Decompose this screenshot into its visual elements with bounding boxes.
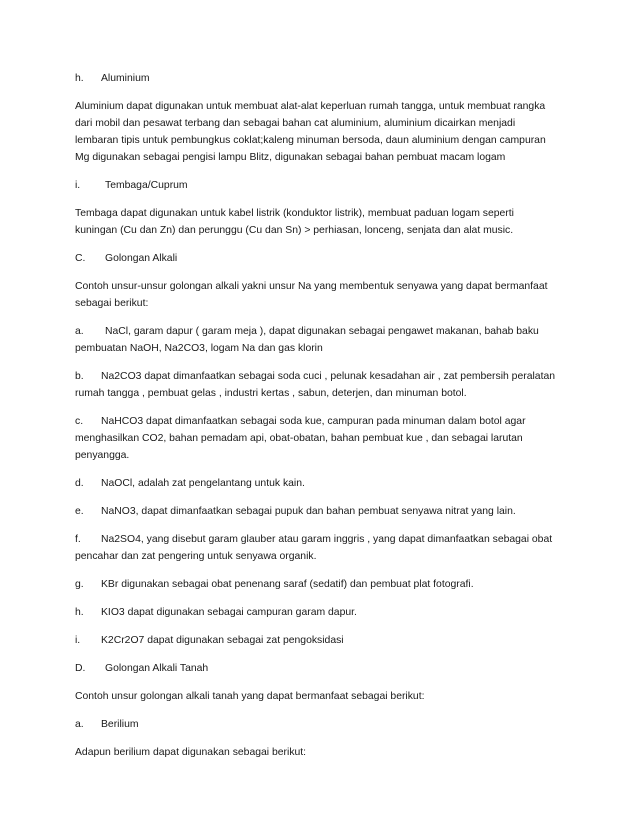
list-item [75, 323, 568, 357]
text-line: NaNO3, dapat dimanfaatkan sebagai pupuk dan bahan pembuat senyawa nitrat yang lain. [101, 506, 516, 517]
text-line: KBr digunakan sebagai obat penenang saraf (sedatif) dan pembuat plat fotografi. [101, 579, 474, 590]
list-marker: i. [75, 635, 81, 646]
list-item [75, 576, 568, 593]
text-line: KIO3 dapat digunakan sebagai campuran garam dapur. [101, 607, 357, 618]
text-line: Contoh unsur golongan alkali tanah yang dapat bermanfaat sebagai berikut: [75, 691, 425, 702]
list-item [75, 632, 568, 649]
text-line: dari mobil dan pesawat terbang dan sebagai bahan cat aluminium, aluminium dicairkan menjadi [75, 118, 516, 129]
list-marker: e. [75, 506, 84, 517]
text-line: K2Cr2O7 dapat digunakan sebagai zat pengoksidasi [101, 635, 344, 646]
section-marker: D. [75, 663, 86, 674]
list-marker: a. [75, 326, 84, 337]
section-heading-tembaga [75, 177, 568, 194]
section-title: Golongan Alkali Tanah [105, 663, 209, 674]
text-line: penyangga. [75, 450, 130, 461]
list-marker: f. [75, 534, 81, 545]
text-line: pembuatan NaOH, Na2CO3, logam Na dan gas klorin [75, 343, 323, 354]
text-line: Na2SO4, yang disebut garam glauber atau garam inggris , yang dapat dimanfaatkan sebagai obat [101, 534, 553, 545]
list-marker: c. [75, 416, 84, 427]
text-line: Na2CO3 dapat dimanfaatkan sebagai soda cuci , pelunak kesadahan air , zat pembersih peralatan [101, 371, 556, 382]
list-marker: h. [75, 607, 84, 618]
text-line: sebagai berikut: [75, 298, 149, 309]
section-heading-alkali [75, 250, 568, 267]
subsection-heading-berilium [75, 716, 568, 733]
paragraph-tembaga [75, 205, 568, 239]
list-item [75, 368, 568, 402]
list-item [75, 413, 568, 464]
text-line: menghasilkan CO2, bahan pemadam api, obat-obatan, bahan pembuat kue , dan sebagai larutan [75, 433, 523, 444]
list-marker: b. [75, 371, 84, 382]
paragraph-alkali-tanah-intro [75, 688, 568, 705]
text-line: Adapun berilium dapat digunakan sebagai berikut: [75, 747, 307, 758]
paragraph-alkali-intro [75, 278, 568, 312]
text-line: Contoh unsur-unsur golongan alkali yakni unsur Na yang membentuk senyawa yang dapat bermanfaat [75, 281, 548, 292]
paragraph-berilium-intro [75, 744, 568, 761]
section-title: Golongan Alkali [105, 253, 178, 264]
section-marker: C. [75, 253, 86, 264]
list-marker: d. [75, 478, 84, 489]
text-line: lembaran tipis untuk pembungkus coklat;kaleng minuman bersoda, daun aluminium dengan campuran [75, 135, 546, 146]
text-line: rumah tangga , pembuat gelas , industri kertas , sabun, deterjen, dan minuman botol. [75, 388, 467, 399]
section-title: Aluminium [101, 73, 150, 84]
list-item [75, 475, 568, 492]
section-marker: h. [75, 73, 84, 84]
text-line: Mg digunakan sebagai pengisi lampu Blitz, digunakan sebagai bahan pembuat macam logam [75, 152, 506, 163]
list-marker: g. [75, 579, 84, 590]
list-item [75, 503, 568, 520]
text-line: Aluminium dapat digunakan untuk membuat alat-alat keperluan rumah tangga, untuk membuat rangka [75, 101, 546, 112]
section-heading-aluminium [75, 70, 568, 87]
section-title: Tembaga/Cuprum [105, 180, 188, 191]
text-line: NaHCO3 dapat dimanfaatkan sebagai soda kue, campuran pada minuman dalam botol agar [101, 416, 526, 427]
text-line: NaOCl, adalah zat pengelantang untuk kain. [101, 478, 305, 489]
list-item [75, 604, 568, 621]
text-line: NaCl, garam dapur ( garam meja ), dapat digunakan sebagai pengawet makanan, bahab baku [105, 326, 539, 337]
subsection-title: Berilium [101, 719, 139, 730]
paragraph-aluminium [75, 98, 568, 166]
section-heading-alkali-tanah [75, 660, 568, 677]
section-marker: i. [75, 180, 81, 191]
list-marker: a. [75, 719, 84, 730]
text-line: kuningan (Cu dan Zn) dan perunggu (Cu dan Sn) > perhiasan, lonceng, senjata dan alat music. [75, 225, 514, 236]
list-item [75, 531, 568, 565]
text-line: pencahar dan zat pengering untuk senyawa organik. [75, 551, 317, 562]
text-line: Tembaga dapat digunakan untuk kabel listrik (konduktor listrik), membuat paduan logam seperti [75, 208, 514, 219]
